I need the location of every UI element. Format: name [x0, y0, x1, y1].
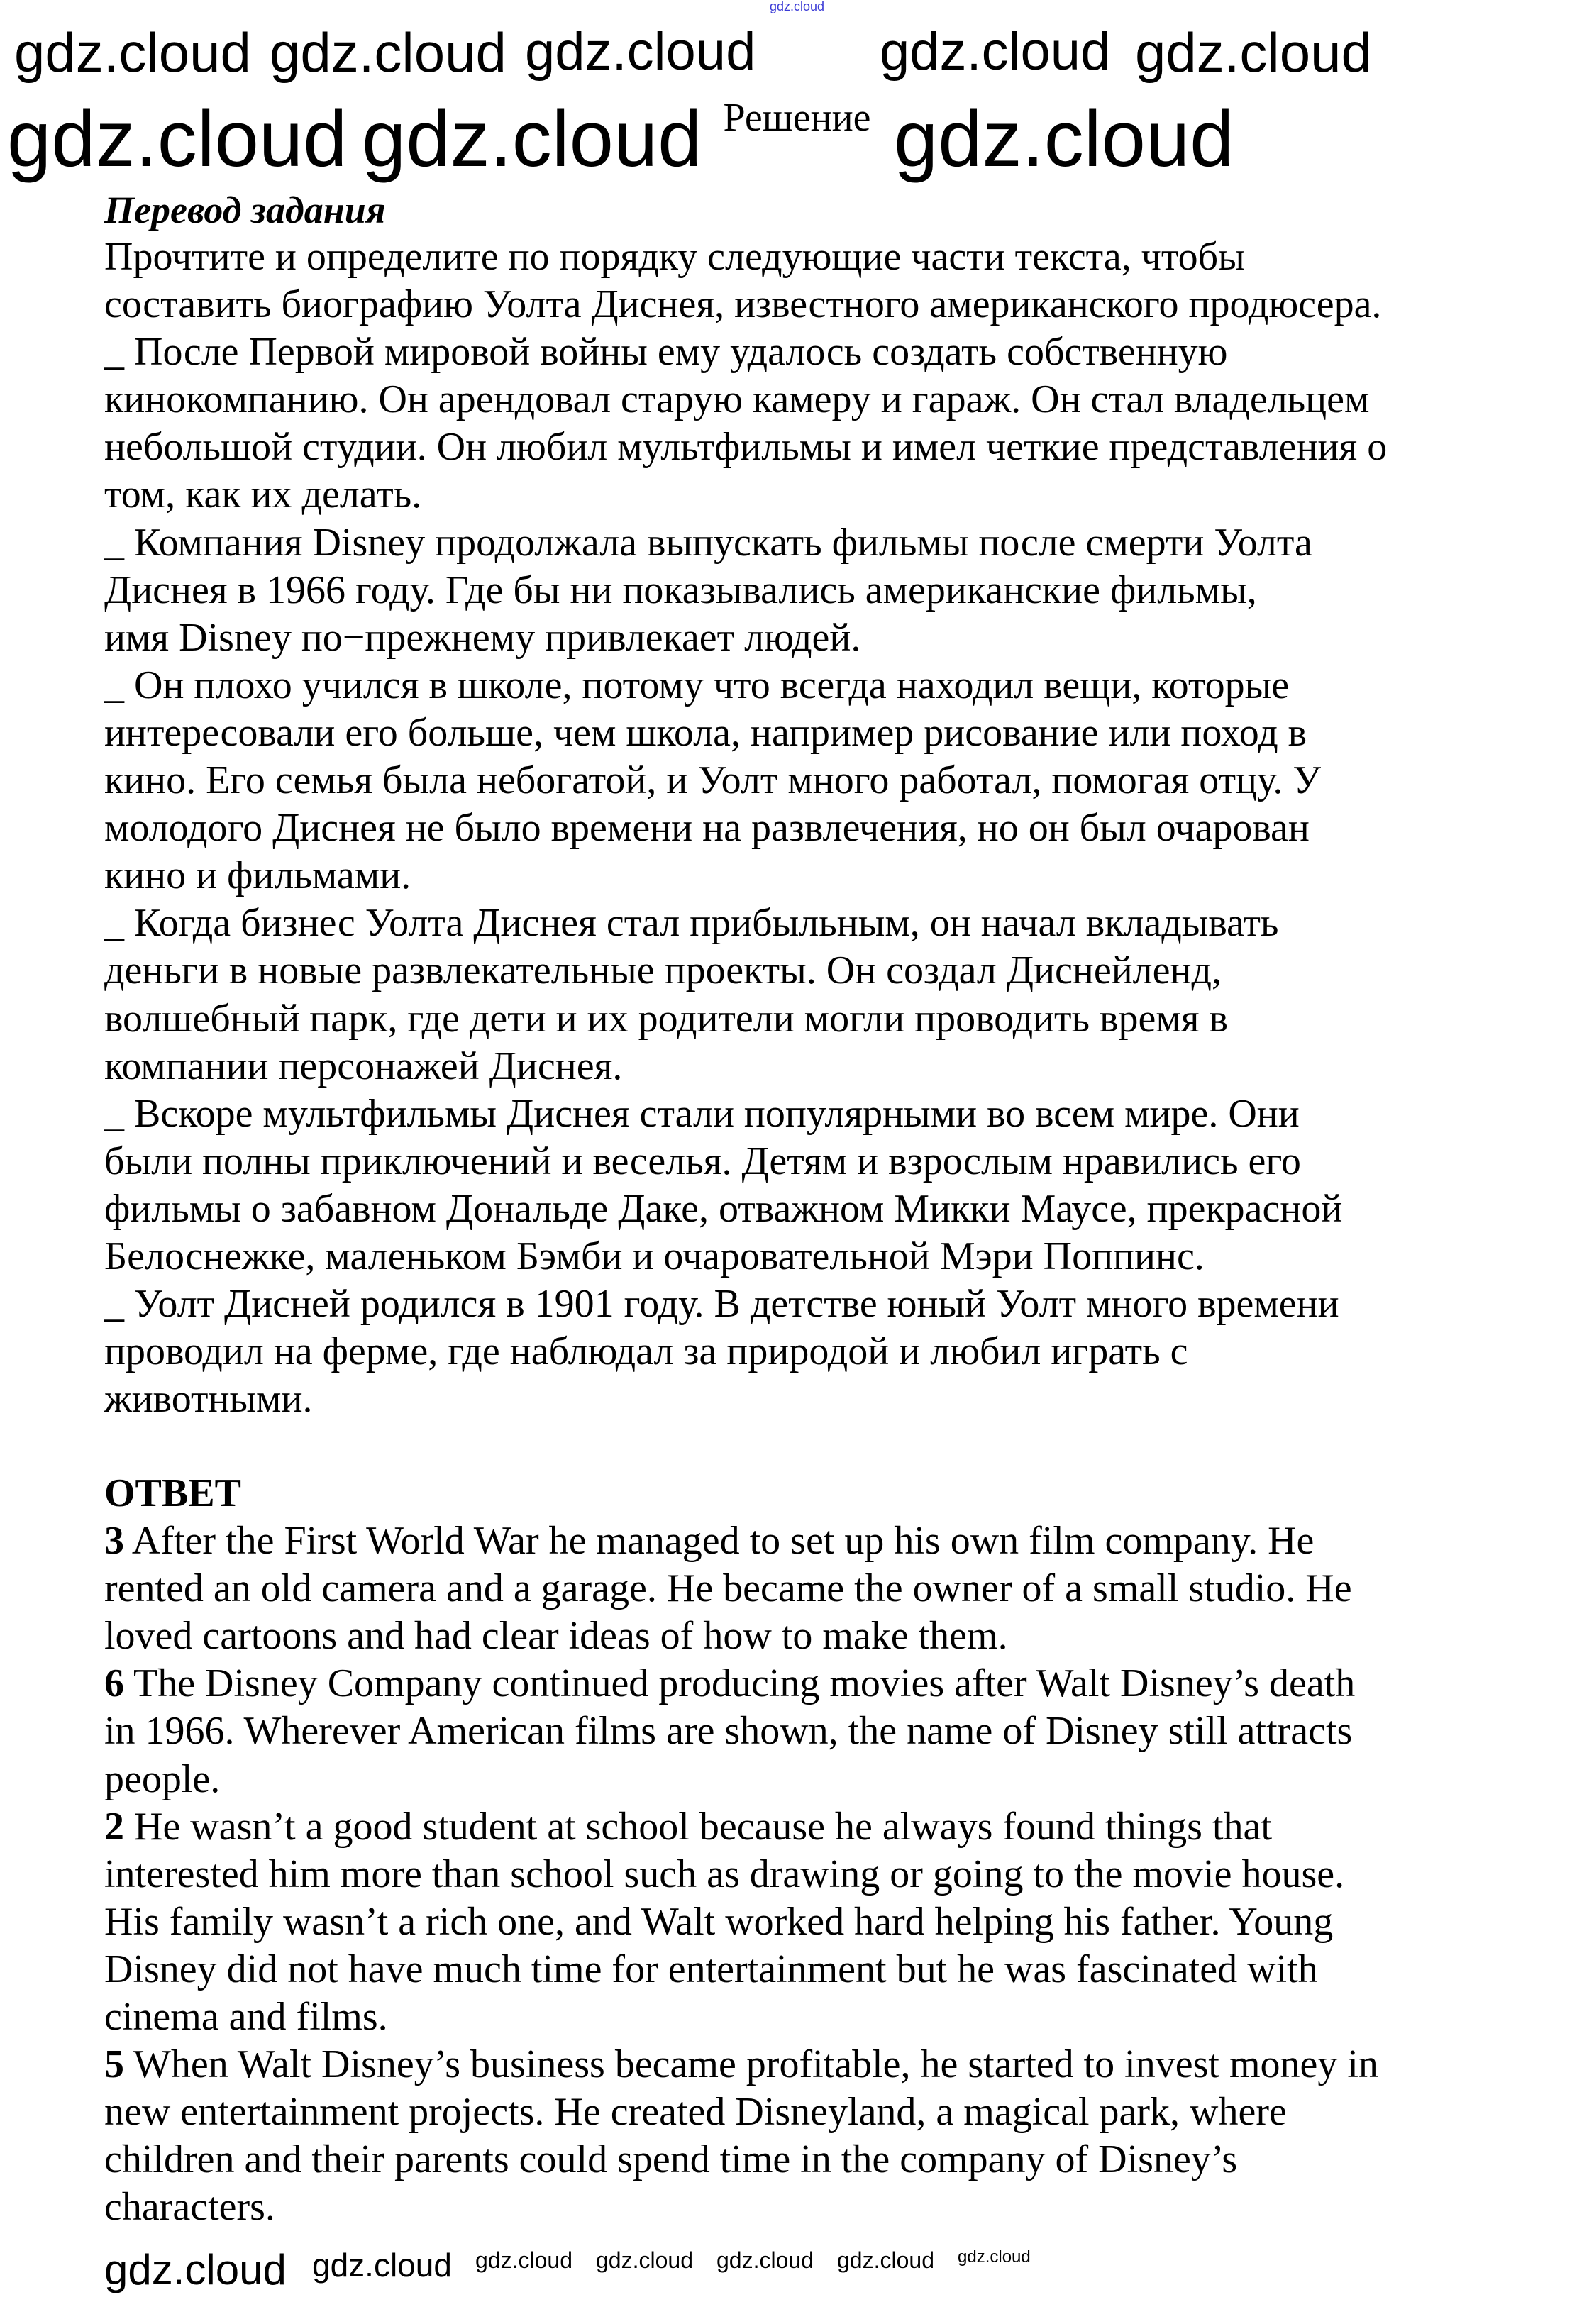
- translation-line: компании персонажей Диснея.: [104, 1044, 623, 1088]
- watermark: gdz.cloud: [312, 2247, 452, 2284]
- answer-line: [104, 1803, 1378, 1851]
- answer-text: When Walt Disney’s business became profitable, he started to invest money in: [124, 2042, 1378, 2087]
- answer-line: [104, 2184, 1378, 2231]
- answer-text: Disney did not have much time for entertainment but he was fascinated with: [104, 1947, 1318, 1991]
- translation-heading: Перевод задания: [104, 189, 386, 231]
- answer-text: His family wasn’t a rich one, and Walt worked hard helping his father. Young: [104, 1899, 1334, 1944]
- translation-line: _ Когда бизнес Уолта Диснея стал прибыльным, он начал вкладывать: [104, 901, 1279, 946]
- translation-line: кино. Его семья была небогатой, и Уолт много работал, помогая отцу. У: [104, 758, 1322, 803]
- watermark: gdz.cloud: [7, 94, 348, 183]
- answer-number: 5: [104, 2042, 124, 2087]
- watermark: gdz.cloud: [1135, 21, 1372, 84]
- translation-line: фильмы о забавном Дональде Даке, отважном Микки Маусе, прекрасной: [104, 1186, 1343, 1231]
- answer-heading: ОТВЕТ: [104, 1471, 241, 1515]
- translation-line: составить биографию Уолта Диснея, известного американского продюсера.: [104, 282, 1382, 327]
- answer-text: in 1966. Wherever American films are shown, the name of Disney still attracts: [104, 1709, 1353, 1754]
- translation-line: Диснея в 1966 году. Где бы ни показывались американские фильмы,: [104, 568, 1257, 612]
- page-title: Решение: [723, 96, 871, 140]
- translation-line: _ Компания Disney продолжала выпускать фильмы после смерти Уолта: [104, 520, 1312, 565]
- answer-line: [104, 1517, 1378, 1565]
- answer-text: cinema and films.: [104, 1995, 388, 2040]
- answer-line: [104, 2088, 1378, 2136]
- answer-text: After the First World War he managed to set up his own film company. He: [124, 1519, 1315, 1564]
- answer-number: 6: [104, 1661, 124, 1706]
- translation-line: имя Disney по−прежнему привлекает людей.: [104, 615, 861, 660]
- answer-text: rented an old camera and a garage. He became the owner of a small studio. He: [104, 1566, 1352, 1611]
- answer-text: characters.: [104, 2185, 275, 2230]
- answer-line: [104, 1993, 1378, 2041]
- answer-line: [104, 1946, 1378, 1993]
- answer-line: [104, 1660, 1378, 1708]
- answer-text: interested him more than school such as drawing or going to the movie house.: [104, 1852, 1345, 1896]
- translation-line: интересовали его больше, чем школа, например рисование или поход в: [104, 710, 1307, 755]
- answer-text: children and their parents could spend time in the company of Disney’s: [104, 2137, 1238, 2182]
- watermark: gdz.cloud: [270, 21, 507, 84]
- watermark: gdz.cloud: [716, 2247, 814, 2273]
- watermark: gdz.cloud: [894, 94, 1234, 183]
- watermark: gdz.cloud: [958, 2247, 1031, 2267]
- translation-line: молодого Диснея не было времени на развлечения, но он был очарован: [104, 806, 1310, 851]
- watermark: gdz.cloud: [596, 2247, 693, 2273]
- translation-line: _ Он плохо учился в школе, потому что всегда находил вещи, которые: [104, 663, 1290, 707]
- translation-line: _ Уолт Дисней родился в 1901 году. В детстве юный Уолт много времени: [104, 1282, 1339, 1327]
- answer-text: people.: [104, 1756, 221, 1801]
- watermark: gdz.cloud: [525, 21, 756, 82]
- watermark: gdz.cloud: [837, 2247, 934, 2273]
- translation-line: были полны приключений и веселья. Детям и взрослым нравились его: [104, 1139, 1301, 1183]
- translation-line: Прочтите и определите по порядку следующие части текста, чтобы: [104, 235, 1245, 279]
- translation-line: том, как их делать.: [104, 472, 422, 517]
- answer-number: 2: [104, 1804, 124, 1849]
- translation-line: небольшой студии. Он любил мультфильмы и имел четкие представления о: [104, 425, 1388, 470]
- translation-line: _ После Первой мировой войны ему удалось создать собственную: [104, 330, 1228, 375]
- answer-text: new entertainment projects. He created Disneyland, a magical park, where: [104, 2090, 1287, 2135]
- watermark: gdz.cloud: [475, 2247, 572, 2273]
- translation-line: кинокомпанию. Он арендовал старую камеру и гараж. Он стал владельцем: [104, 377, 1370, 422]
- answer-line: [104, 1612, 1378, 1660]
- answer-text: He wasn’t a good student at school because he always found things that: [124, 1804, 1272, 1849]
- answer-text: loved cartoons and had clear ideas of how to make them.: [104, 1614, 1008, 1659]
- answer-line: [104, 1756, 1378, 1803]
- translation-line: кино и фильмами.: [104, 853, 411, 898]
- translation-line: Белоснежке, маленьком Бэмби и очаровательной Мэри Поппинс.: [104, 1234, 1205, 1278]
- watermark: gdz.cloud: [362, 94, 702, 183]
- watermark: gdz.cloud: [14, 21, 251, 84]
- answer-line: [104, 1898, 1378, 1946]
- translation-line: проводил на ферме, где наблюдал за природой и любил играть с: [104, 1329, 1188, 1374]
- watermark: gdz.cloud: [880, 21, 1111, 82]
- translation-text: [104, 233, 1387, 1423]
- watermark: gdz.cloud: [104, 2246, 287, 2293]
- translation-line: _ Вскоре мультфильмы Диснея стали популярными во всем мире. Они: [104, 1091, 1300, 1136]
- answer-line: [104, 2136, 1378, 2184]
- translation-line: деньги в новые развлекательные проекты. Он создал Диснейленд,: [104, 948, 1222, 993]
- answer-line: [104, 1708, 1378, 1755]
- answer-line: [104, 1565, 1378, 1612]
- answer-line: [104, 1851, 1378, 1898]
- answer-section: [104, 1470, 1378, 2232]
- translation-line: животными.: [104, 1377, 313, 1422]
- answer-line: [104, 2041, 1378, 2088]
- top-watermark: gdz.cloud: [770, 0, 825, 13]
- translation-line: волшебный парк, где дети и их родители могли проводить время в: [104, 996, 1228, 1041]
- answer-number: 3: [104, 1519, 124, 1564]
- answer-text: The Disney Company continued producing movies after Walt Disney’s death: [124, 1661, 1356, 1706]
